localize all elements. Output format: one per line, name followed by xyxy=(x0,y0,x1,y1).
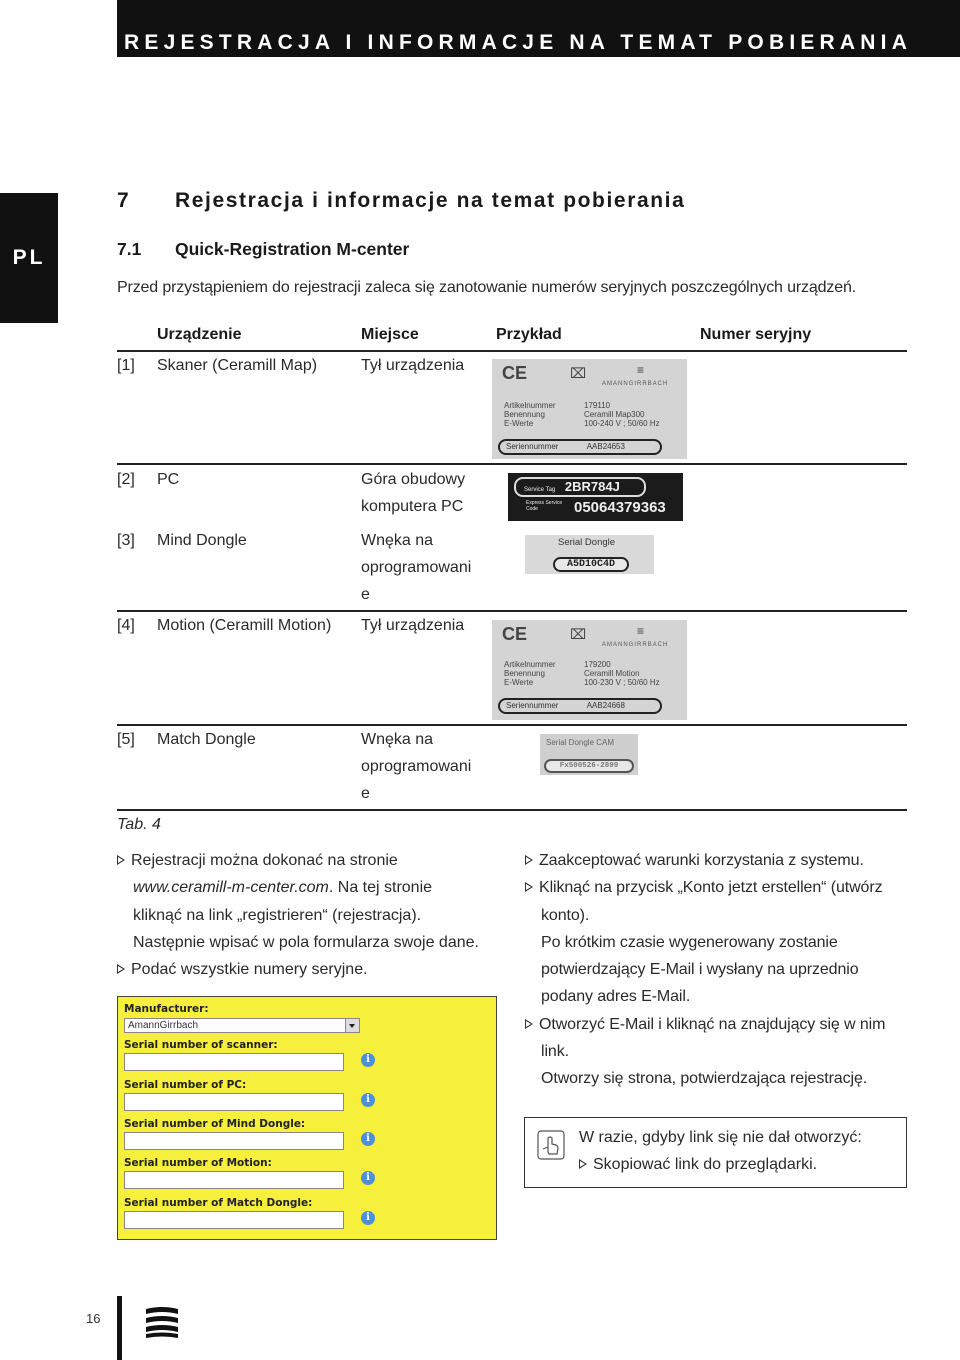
manufacturer-select[interactable] xyxy=(124,1018,360,1033)
row-number: [5] xyxy=(117,731,135,748)
table-caption: Tab. 4 xyxy=(117,816,161,833)
row-place-line: oprogramowani xyxy=(361,758,472,775)
label-field-value: Ceramill Map300 xyxy=(584,410,645,419)
field-label: Serial number of PC: xyxy=(124,1079,247,1091)
instruction-line: Zaakceptować warunki korzystania z systemu. xyxy=(525,847,885,874)
instruction-line: konto). xyxy=(541,906,590,924)
match-dongle-serial-input[interactable] xyxy=(124,1211,344,1229)
label-values xyxy=(584,401,660,428)
triangle-bullet-icon xyxy=(579,1159,587,1169)
scanner-label-photo xyxy=(492,359,687,459)
instruction-line: Kliknąć na przycisk „Konto jetzt erstellen“ (utwórz xyxy=(525,874,885,901)
match-dongle-label-photo xyxy=(540,734,638,775)
instruction-line: Następnie wpisać w pola formularza swoje dane. xyxy=(133,933,479,951)
service-code-label: Express Service Code xyxy=(526,500,563,512)
row-device: Motion (Ceramill Motion) xyxy=(157,617,332,634)
row-place xyxy=(361,466,465,520)
col-header-device: Urządzenie xyxy=(157,326,242,343)
row-number: [2] xyxy=(117,471,135,488)
right-instructions xyxy=(525,847,885,1093)
row-device: Skaner (Ceramill Map) xyxy=(157,357,318,374)
pc-serial-input[interactable] xyxy=(124,1093,344,1111)
instruction-line: Otworzyć E-Mail i kliknąć na znajdujący się w nim xyxy=(525,1011,885,1038)
info-icon[interactable]: i xyxy=(361,1093,375,1107)
row-place: Tył urządzenia xyxy=(361,357,465,374)
manufacturer-value: AmannGirrbach xyxy=(128,1020,199,1031)
pc-service-tag-photo xyxy=(508,473,683,521)
instruction-line: link. xyxy=(541,1043,569,1061)
row-place-line: oprogramowani xyxy=(361,559,472,576)
row-place-line: Wnęka na xyxy=(361,532,434,549)
field-label: Serial number of Motion: xyxy=(124,1157,272,1169)
col-header-place: Miejsce xyxy=(361,326,419,343)
col-header-example: Przykład xyxy=(496,326,562,343)
manufacturer-label: Manufacturer: xyxy=(124,1003,209,1015)
label-field-value: 100-230 V ; 50/60 Hz xyxy=(584,678,660,687)
label-brand: AMANNGIRRBACH xyxy=(602,642,669,648)
triangle-bullet-icon xyxy=(525,855,533,865)
row-place-line: e xyxy=(361,785,370,802)
tip-line: Skopiować link do przeglądarki. xyxy=(579,1156,817,1174)
label-field-name: Artikelnummer xyxy=(504,401,556,410)
label-field-value: 179200 xyxy=(584,660,611,669)
label-field-value: 179110 xyxy=(584,401,611,410)
subsection-number: 7.1 xyxy=(117,239,142,259)
info-icon[interactable]: i xyxy=(361,1211,375,1225)
label-field-name: Benennung xyxy=(504,410,545,419)
triangle-bullet-icon xyxy=(117,964,125,974)
brand-logo-icon: ≡ xyxy=(637,624,645,638)
page-number: 16 xyxy=(86,1311,101,1326)
mind-dongle-serial-input[interactable] xyxy=(124,1132,344,1150)
instruction-line: www.ceramill-m-center.com. Na tej stronie xyxy=(133,879,433,897)
section-title: Rejestracja i informacje na temat pobierania xyxy=(175,189,686,212)
mind-dongle-title: Serial Dongle xyxy=(558,537,616,548)
label-field-name: E-Werte xyxy=(504,678,534,687)
table-rule xyxy=(117,463,907,465)
label-field-value: 100-240 V ; 50/60 Hz xyxy=(584,419,660,428)
instruction-line: potwierdzający E-Mail i wysłany na uprzednio xyxy=(541,961,859,979)
mind-dongle-serial: A5D10C4D xyxy=(553,557,629,572)
left-instructions xyxy=(117,847,479,983)
service-tag-label: Service Tag xyxy=(524,487,556,493)
label-serial-value: AAB24668 xyxy=(586,701,625,710)
brand-logo-icon xyxy=(144,1305,180,1339)
triangle-bullet-icon xyxy=(525,882,533,892)
row-place xyxy=(361,726,471,807)
ce-mark-icon: CE xyxy=(502,363,528,383)
serial-highlight xyxy=(498,698,662,714)
instruction-line: podany adres E-Mail. xyxy=(541,988,691,1006)
instruction-line: kliknąć na link „registrieren“ (rejestracja). xyxy=(133,906,422,924)
match-dongle-serial: Fx500526-2899 xyxy=(544,759,634,773)
language-tab: PL xyxy=(0,193,58,323)
label-fields xyxy=(504,660,556,687)
label-values xyxy=(584,660,660,687)
motion-label-photo xyxy=(492,620,687,720)
serial-highlight xyxy=(498,439,662,455)
section-number: 7 xyxy=(117,189,131,212)
subsection-title: Quick-Registration M-center xyxy=(175,239,410,259)
footer-bar xyxy=(117,1296,122,1360)
info-icon[interactable]: i xyxy=(361,1171,375,1185)
label-serial-name: Seriennummer xyxy=(506,442,559,451)
intro-text: Przed przystąpieniem do rejestracji zaleca się zanotowanie numerów seryjnych poszczególnych urządzeń. xyxy=(117,279,856,296)
row-device: Mind Dongle xyxy=(157,532,247,549)
label-serial-value: AAB24653 xyxy=(586,442,625,451)
label-field-name: Benennung xyxy=(504,669,545,678)
row-device: PC xyxy=(157,471,180,488)
motion-serial-input[interactable] xyxy=(124,1171,344,1189)
info-icon[interactable]: i xyxy=(361,1132,375,1146)
field-label: Serial number of Mind Dongle: xyxy=(124,1118,306,1130)
tip-box xyxy=(524,1117,907,1188)
col-header-serial: Numer seryjny xyxy=(700,326,812,343)
registration-form xyxy=(117,996,497,1240)
table-rule xyxy=(117,809,907,811)
header-title: REJESTRACJA I INFORMACJE NA TEMAT POBIERANIA xyxy=(124,31,913,54)
row-place xyxy=(361,527,471,608)
triangle-bullet-icon xyxy=(117,855,125,865)
row-place-line: Góra obudowy xyxy=(361,471,466,488)
header-bar xyxy=(117,0,960,57)
label-serial-name: Seriennummer xyxy=(506,701,559,710)
field-label: Serial number of Match Dongle: xyxy=(124,1197,313,1209)
instruction-line: Rejestracji można dokonać na stronie xyxy=(117,847,479,874)
label-field-name: E-Werte xyxy=(504,419,534,428)
label-brand: AMANNGIRRBACH xyxy=(602,381,669,387)
info-icon[interactable]: i xyxy=(361,1053,375,1067)
instruction-line: Otworzy się strona, potwierdzająca rejestrację. xyxy=(541,1070,868,1088)
instruction-line: Podać wszystkie numery seryjne. xyxy=(117,956,479,983)
row-place-line: komputera PC xyxy=(361,498,464,515)
service-code-value: 05064379363 xyxy=(574,499,666,516)
chevron-down-icon[interactable] xyxy=(345,1019,359,1032)
tip-line: W razie, gdyby link się nie dał otworzyć: xyxy=(579,1129,862,1146)
ce-mark-icon: CE xyxy=(502,624,528,644)
mind-dongle-label-photo xyxy=(525,535,654,574)
service-tag-highlight xyxy=(514,477,646,497)
row-place-line: e xyxy=(361,586,370,603)
triangle-bullet-icon xyxy=(525,1019,533,1029)
row-place-line: Wnęka na xyxy=(361,731,434,748)
weee-bin-icon: ⌧ xyxy=(570,626,587,642)
field-label: Serial number of scanner: xyxy=(124,1039,278,1051)
row-number: [3] xyxy=(117,532,135,549)
label-fields xyxy=(504,401,556,428)
row-number: [4] xyxy=(117,617,135,634)
row-place: Tył urządzenia xyxy=(361,617,465,634)
scanner-serial-input[interactable] xyxy=(124,1053,344,1071)
row-device: Match Dongle xyxy=(157,731,256,748)
hand-pointer-icon xyxy=(537,1130,565,1160)
weee-bin-icon: ⌧ xyxy=(570,365,587,381)
label-field-name: Artikelnummer xyxy=(504,660,556,669)
brand-logo-icon: ≡ xyxy=(637,363,645,377)
label-field-value: Ceramill Motion xyxy=(584,669,640,678)
match-dongle-title: Serial Dongle CAM xyxy=(546,738,615,747)
row-number: [1] xyxy=(117,357,135,374)
service-tag-value: 2BR784J xyxy=(564,479,620,494)
instruction-line: Po krótkim czasie wygenerowany zostanie xyxy=(541,933,838,951)
website-link[interactable]: www.ceramill-m-center.com xyxy=(133,879,329,897)
